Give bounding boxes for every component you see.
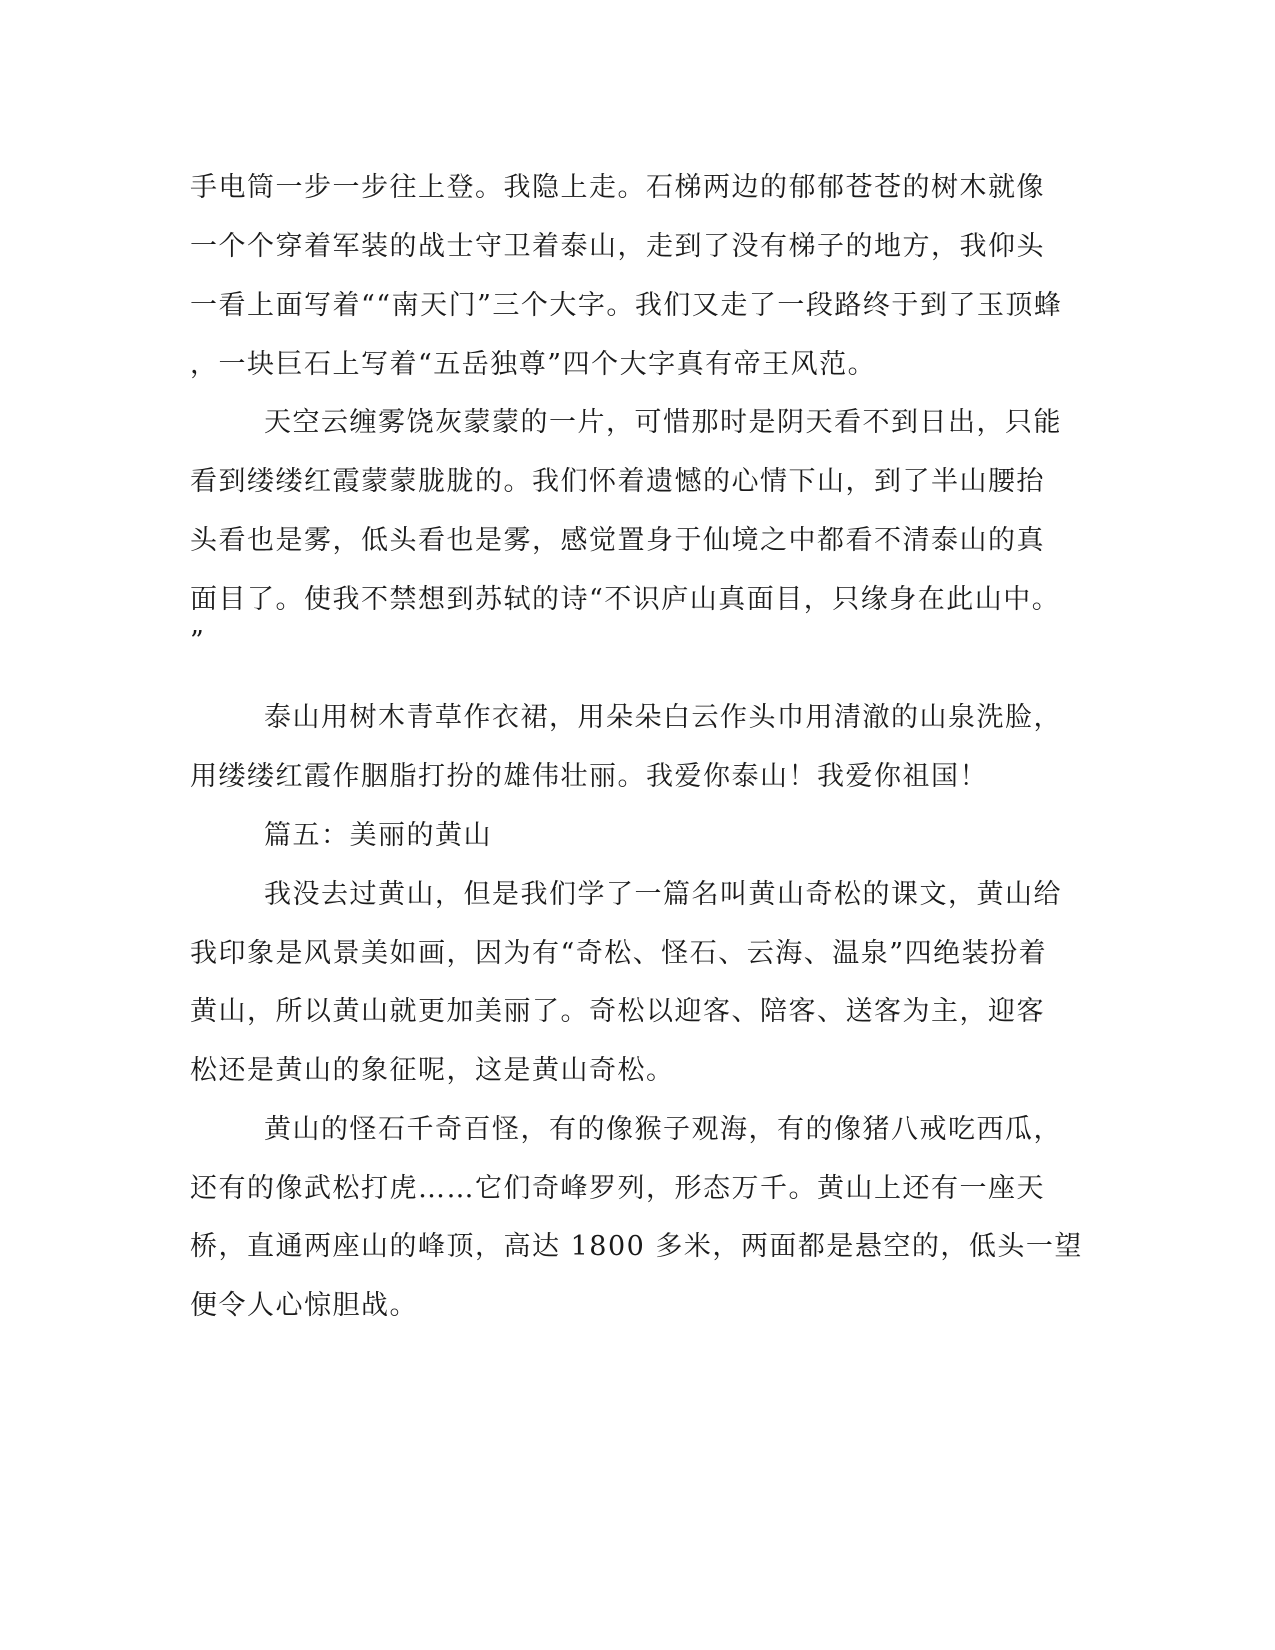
text-line: ”: [190, 626, 206, 657]
text-line: 还有的像武松打虎……它们奇峰罗列，形态万千。黄山上还有一座天: [190, 1173, 1045, 1204]
text-line: 看到缕缕红霞蒙蒙胧胧的。我们怀着遗憾的心情下山，到了半山腰抬: [190, 466, 1045, 497]
paragraph-start: 黄山的怪石千奇百怪，有的像猴子观海，有的像猪八戒吃西瓜，: [264, 1114, 1062, 1145]
text-line: ，一块巨石上写着“五岳独尊”四个大字真有帝王风范。: [190, 349, 877, 380]
text-line: 桥，直通两座山的峰顶，高达 1800 多米，两面都是悬空的，低头一望: [190, 1231, 1083, 1262]
text-line: 黄山，所以黄山就更加美丽了。奇松以迎客、陪客、送客为主，迎客: [190, 996, 1045, 1027]
text-line: 松还是黄山的象征呢，这是黄山奇松。: [190, 1055, 675, 1086]
text-line: 头看也是雾，低头看也是雾，感觉置身于仙境之中都看不清泰山的真: [190, 525, 1045, 556]
text-line: 用缕缕红霞作胭脂打扮的雄伟壮丽。我爱你泰山！我爱你祖国！: [190, 761, 988, 792]
text-line: 一个个穿着军装的战士守卫着泰山，走到了没有梯子的地方，我仰头: [190, 231, 1045, 262]
text-line: 一看上面写着““南天门”三个大字。我们又走了一段路终于到了玉顶蜂: [190, 290, 1063, 321]
paragraph-start: 天空云缠雾饶灰蒙蒙的一片，可惜那时是阴天看不到日出，只能: [264, 407, 1062, 438]
section-heading: 篇五：美丽的黄山: [264, 820, 492, 851]
text-line: 便令人心惊胆战。: [190, 1290, 418, 1321]
text-line: 面目了。使我不禁想到苏轼的诗“不识庐山真面目，只缘身在此山中。: [190, 584, 1061, 615]
paragraph-start: 泰山用树木青草作衣裙，用朵朵白云作头巾用清澈的山泉洗脸，: [264, 702, 1062, 733]
text-line: 我印象是风景美如画，因为有“奇松、怪石、云海、温泉”四绝装扮着: [190, 938, 1048, 969]
text-line: 手电筒一步一步往上登。我隐上走。石梯两边的郁郁苍苍的树木就像: [190, 172, 1045, 203]
paragraph-start: 我没去过黄山，但是我们学了一篇名叫黄山奇松的课文，黄山给: [264, 879, 1062, 910]
